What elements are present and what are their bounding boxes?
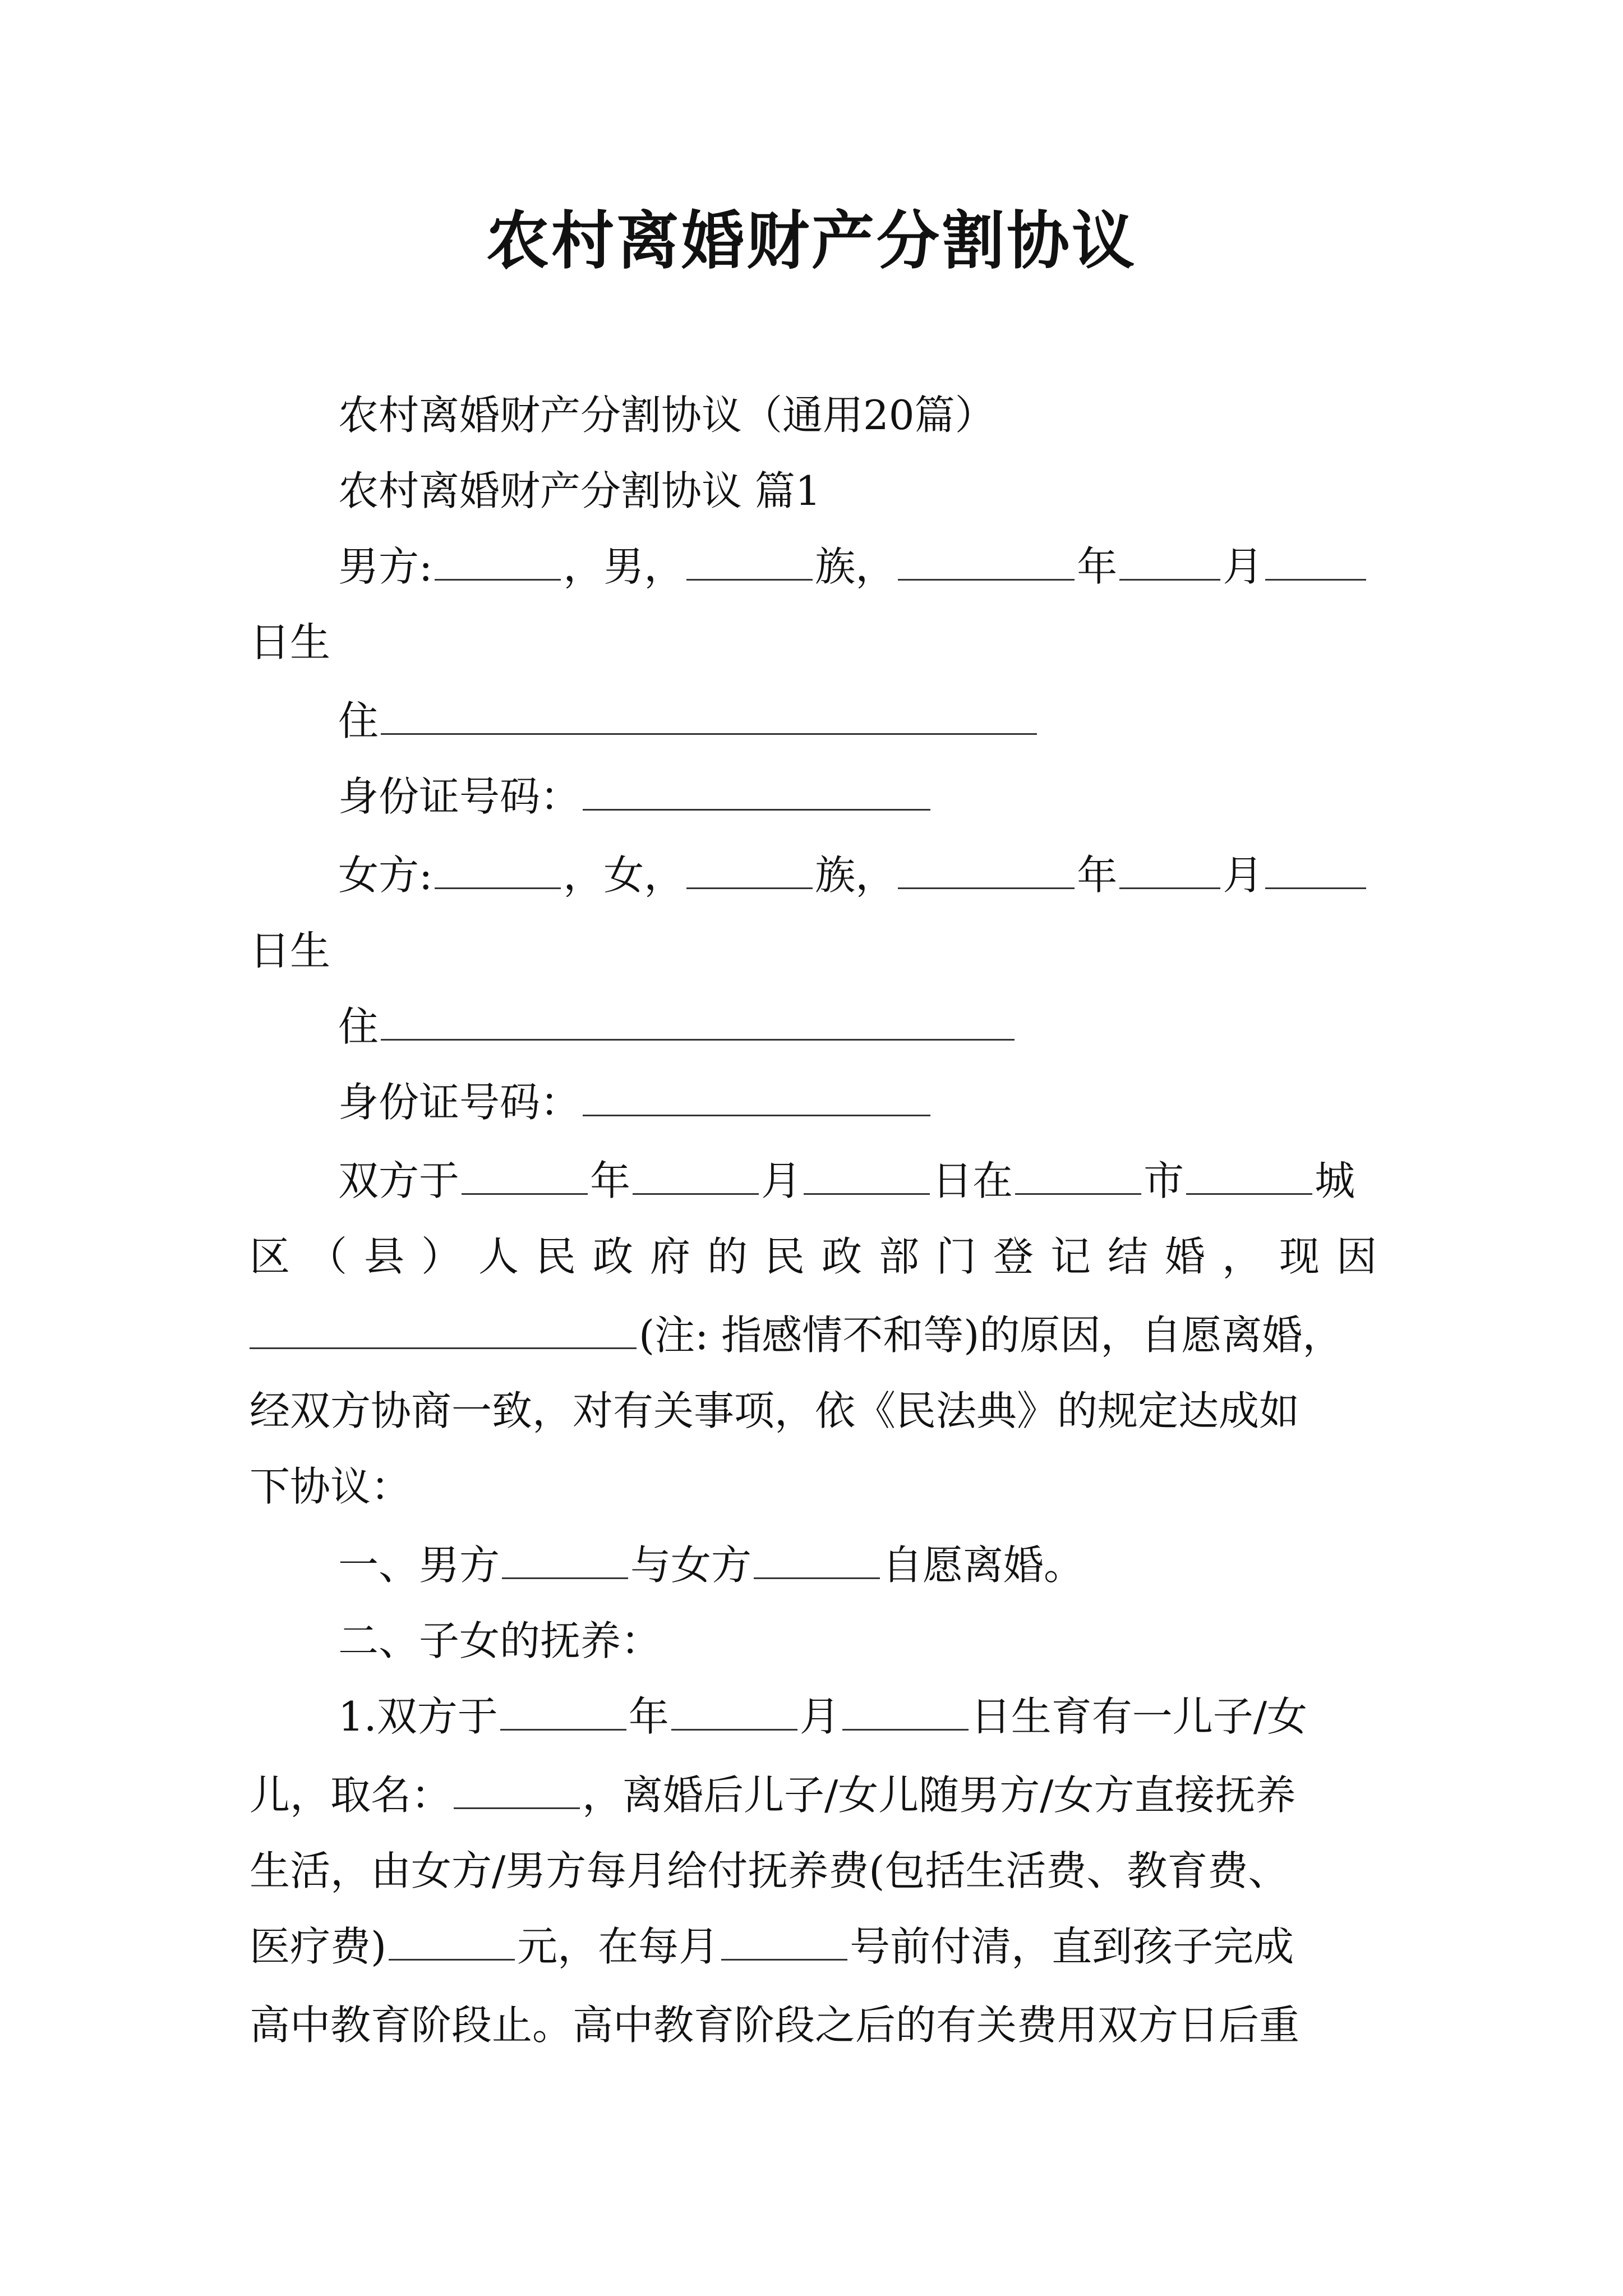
marriage-year-blank <box>462 1158 588 1195</box>
clause-1-text-b: 与女方 <box>630 1542 752 1589</box>
section-heading-text: 农村离婚财产分割协议 篇1 <box>338 467 821 514</box>
male-month-text: 月 <box>1223 543 1264 590</box>
child-support-text: 生活，由女方/男方每月给付抚养费(包括生活费、教育费、 <box>250 1847 1289 1894</box>
child-support-line <box>250 1843 1377 1899</box>
registration-text-d: 日在 <box>932 1157 1013 1204</box>
support-amount-text-c: 号前付清，直到孩子完成 <box>850 1923 1294 1970</box>
child-birth-year-blank <box>500 1694 626 1731</box>
child-birth-text-b: 年 <box>628 1693 669 1740</box>
consultation-line <box>250 1383 1377 1439</box>
child-birth-day-blank <box>842 1694 969 1731</box>
female-birth-month-blank <box>1119 853 1220 889</box>
female-month-text: 月 <box>1223 852 1264 899</box>
subtitle-text: 农村离婚财产分割协议（通用20篇） <box>338 392 995 439</box>
clause-1-male-blank <box>502 1543 628 1579</box>
marriage-city-blank <box>1015 1158 1141 1195</box>
education-line <box>250 1997 1377 2053</box>
female-ethnicity-text: 族， <box>815 852 896 899</box>
marriage-day-blank <box>804 1158 930 1195</box>
clause-1-text-a: 一、男方 <box>338 1542 500 1589</box>
male-address-line <box>250 693 1377 749</box>
female-label: 女方: <box>338 852 433 899</box>
support-amount-line <box>250 1918 1377 1975</box>
female-birth-text: 日生 <box>250 927 331 974</box>
registration-text-a: 双方于 <box>338 1157 460 1204</box>
clause-2-heading <box>250 1613 1377 1669</box>
child-birth-line <box>250 1688 1377 1745</box>
support-amount-text-a: 医疗费) <box>250 1923 387 1970</box>
female-year-text: 年 <box>1077 852 1118 899</box>
marriage-district-blank <box>1186 1158 1312 1195</box>
female-birth-year-blank <box>898 853 1075 889</box>
marriage-registration-line <box>250 1153 1377 1209</box>
female-address-line <box>250 999 1377 1055</box>
female-name-blank <box>435 853 561 889</box>
child-name-blank <box>454 1773 580 1809</box>
marriage-office-line <box>250 1228 1377 1285</box>
male-gender-text: ，男， <box>563 543 685 590</box>
support-amount-blank <box>389 1924 515 1961</box>
male-address-label: 住 <box>338 697 379 744</box>
clause-1-female-blank <box>754 1543 880 1579</box>
child-name-text-b: ，离婚后儿子/女儿随男方/女方直接抚养 <box>582 1772 1296 1819</box>
registration-text-b: 年 <box>590 1157 631 1204</box>
male-birth-day-blank <box>1265 544 1366 581</box>
clause-2-heading-text: 二、子女的抚养： <box>338 1617 662 1664</box>
child-birth-text-a: 1.双方于 <box>338 1693 498 1740</box>
child-birth-month-blank <box>671 1694 797 1731</box>
male-id-blank <box>583 774 930 811</box>
support-date-blank <box>721 1924 847 1961</box>
divorce-reason-line <box>250 1307 1377 1363</box>
male-label: 男方: <box>338 543 433 590</box>
document-title: 农村离婚财产分割协议 <box>486 204 1137 278</box>
male-party-line <box>250 539 1377 595</box>
female-birth-day-blank <box>1265 853 1366 889</box>
divorce-reason-blank <box>250 1313 637 1349</box>
female-gender-text: ，女， <box>563 852 685 899</box>
female-party-line <box>250 847 1377 903</box>
section-heading <box>250 463 1377 519</box>
marriage-office-text: 区（县）人民政府的民政部门登记结婚，现因 <box>250 1233 1377 1280</box>
child-name-line <box>250 1767 1377 1823</box>
male-id-line <box>250 769 1377 825</box>
marriage-month-blank <box>633 1158 759 1195</box>
registration-text-f: 城 <box>1315 1157 1355 1204</box>
consultation-text: 经双方协商一致，对有关事项，依《民法典》的规定达成如 <box>250 1387 1300 1434</box>
male-ethnicity-blank <box>686 544 813 581</box>
child-name-text-a: 儿，取名： <box>250 1772 452 1819</box>
female-address-label: 住 <box>338 1003 379 1050</box>
registration-text-c: 月 <box>761 1157 802 1204</box>
child-birth-text-c: 月 <box>799 1693 840 1740</box>
female-id-label: 身份证号码： <box>338 1079 581 1126</box>
male-address-blank <box>381 698 1037 735</box>
child-birth-text-d: 日生育有一儿子/女 <box>970 1693 1307 1740</box>
female-address-blank <box>381 1004 1015 1041</box>
male-id-label: 身份证号码： <box>338 773 581 820</box>
subtitle-line <box>250 387 1377 443</box>
female-id-blank <box>583 1080 930 1116</box>
male-name-blank <box>435 544 561 581</box>
female-ethnicity-blank <box>686 853 813 889</box>
male-birth-text: 日生 <box>250 619 331 666</box>
male-birth-year-blank <box>898 544 1075 581</box>
male-ethnicity-text: 族， <box>815 543 896 590</box>
registration-text-e: 市 <box>1144 1157 1184 1204</box>
divorce-reason-text: (注: 指感情不和等)的原因，自愿离婚， <box>639 1312 1343 1359</box>
agreement-intro-line <box>250 1458 1377 1515</box>
male-birth-month-blank <box>1119 544 1220 581</box>
female-id-line <box>250 1074 1377 1130</box>
male-year-text: 年 <box>1077 543 1118 590</box>
support-amount-text-b: 元，在每月 <box>517 1923 720 1970</box>
male-birth-line <box>250 614 1377 670</box>
clause-1-line <box>250 1537 1377 1593</box>
agreement-intro-text: 下协议： <box>250 1463 412 1510</box>
education-text: 高中教育阶段止。高中教育阶段之后的有关费用双方日后重 <box>250 2001 1300 2049</box>
clause-1-text-c: 自愿离婚。 <box>882 1542 1085 1589</box>
female-birth-line <box>250 923 1377 979</box>
